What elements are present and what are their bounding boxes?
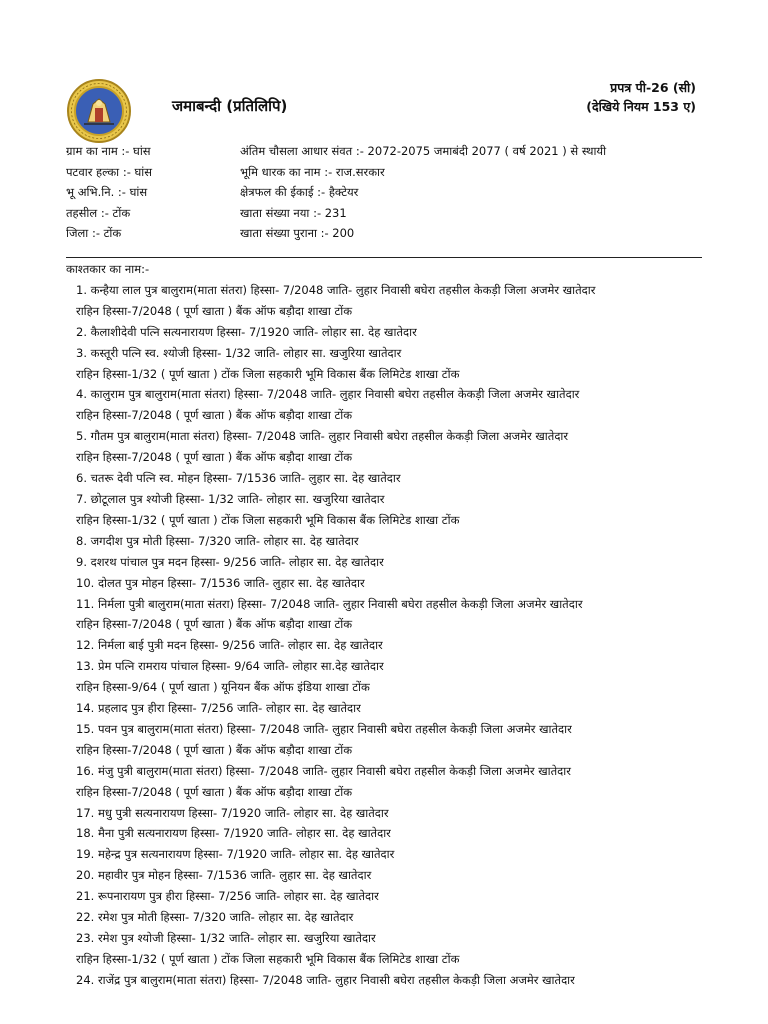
lien-line: राहिन हिस्सा-7/2048 ( पूर्ण खाता ) बैंक ऑफ बड़ौदा शाखा टोंक: [76, 450, 353, 465]
list-item: 13. प्रेम पत्नि रामराय पांचाल हिस्सा- 9/64 जाति- लोहार सा.देह खातेदार: [76, 659, 384, 674]
lien-line: राहिन हिस्सा-1/32 ( पूर्ण खाता ) टोंक जिला सहकारी भूमि विकास बैंक लिमिटेड शाखा टोंक: [76, 951, 460, 966]
lien-line: राहिन हिस्सा-7/2048 ( पूर्ण खाता ) बैंक ऑफ बड़ौदा शाखा टोंक: [76, 408, 353, 423]
patwar-circle: पटवार हल्का :- घांस: [66, 164, 153, 179]
list-item: 7. छोटूलाल पुत्र श्योजी हिस्सा- 1/32 जाति- लोहार सा. खजुरिया खातेदार: [76, 491, 385, 506]
list-item: 15. पवन पुत्र बालुराम(माता संतरा) हिस्सा- 7/2048 जाति- लुहार निवासी बघेरा तहसील केकड़ी जिला अजमेर खातेदार: [76, 721, 572, 736]
land-record-unit: भू अभि.नि. :- घांस: [66, 185, 148, 199]
district: जिला :- टोंक: [66, 226, 122, 240]
lien-line: राहिन हिस्सा-9/64 ( पूर्ण खाता ) यूनियन बैंक ऑफ इंडिया शाखा टोंक: [76, 680, 370, 695]
list-item: 14. प्रहलाद पुत्र हीरा हिस्सा- 7/256 जाति- लोहार सा. देह खातेदार: [76, 701, 361, 716]
list-item: 16. मंजु पुत्री बालुराम(माता संतरा) हिस्सा- 7/2048 जाति- लुहार निवासी बघेरा तहसील केकड़ी जिला अजमेर खातेदार: [76, 763, 571, 778]
list-item: 23. रमेश पुत्र श्योजी हिस्सा- 1/32 जाति- लोहार सा. खजुरिया खातेदार: [76, 931, 376, 945]
list-item: 12. निर्मला बाई पुत्री मदन हिस्सा- 9/256 जाति- लोहार सा. देह खातेदार: [76, 638, 383, 653]
meta-row-village: [66, 141, 706, 162]
meta-row-patwar: [66, 162, 706, 183]
list-item: 10. दोलत पुत्र मोहन हिस्सा- 7/1536 जाति- लुहार सा. देह खातेदार: [76, 575, 365, 590]
record-metadata: [66, 141, 706, 244]
list-item: 8. जगदीश पुत्र मोती हिस्सा- 7/320 जाति- लोहार सा. देह खातेदार: [76, 533, 359, 548]
meta-row-tehsil: [66, 203, 706, 224]
rule-reference: (देखिये नियम 153 ए): [586, 99, 696, 114]
list-item: 6. चतरू देवी पत्नि स्व. मोहन हिस्सा- 7/1536 जाति- लुहार सा. देह खातेदार: [76, 471, 401, 486]
meta-row-district: [66, 223, 706, 244]
list-item: 9. दशरथ पांचाल पुत्र मदन हिस्सा- 9/256 जाति- लोहार सा. देह खातेदार: [76, 554, 384, 569]
new-account-number: खाता संख्या नया :- 231: [240, 205, 347, 220]
list-item: 5. गौतम पुत्र बालुराम(माता संतरा) हिस्सा- 7/2048 जाति- लुहार निवासी बघेरा तहसील केकड़ी जिला अजमेर खातेदार: [76, 429, 569, 444]
list-item: 22. रमेश पुत्र मोती हिस्सा- 7/320 जाति- लोहार सा. देह खातेदार: [76, 910, 354, 925]
lien-line: राहिन हिस्सा-1/32 ( पूर्ण खाता ) टोंक जिला सहकारी भूमि विकास बैंक लिमिटेड शाखा टोंक: [76, 366, 460, 381]
list-item: 3. कस्तूरी पत्नि स्व. श्योजी हिस्सा- 1/32 जाति- लोहार सा. खजुरिया खातेदार: [76, 345, 402, 360]
page-title: जमाबन्दी (प्रतिलिपि): [172, 97, 288, 115]
old-account-number: खाता संख्या पुराना :- 200: [240, 226, 355, 240]
list-item: 19. महेन्द्र पुत्र सत्यनारायण हिस्सा- 7/1920 जाति- लोहार सा. देह खातेदार: [76, 847, 395, 862]
lien-line: राहिन हिस्सा-7/2048 ( पूर्ण खाता ) बैंक ऑफ बड़ौदा शाखा टोंक: [76, 303, 353, 318]
land-holder-name: भूमि धारक का नाम :- राज.सरकार: [240, 164, 385, 179]
section-divider: [66, 257, 702, 258]
cultivator-list: [66, 259, 706, 991]
cultivator-heading: काश्तकार का नाम:-: [66, 262, 150, 276]
list-item: 1. कन्हैया लाल पुत्र बालुराम(माता संतरा) हिस्सा- 7/2048 जाति- लुहार निवासी बघेरा तहसील केकड़ी जिला अजमेर खातेदार: [76, 282, 596, 297]
settlement-basis: अंतिम चौसला आधार संवत :- 2072-2075 जमाबंदी 2077 ( वर्ष 2021 ) से स्थायी: [240, 144, 607, 158]
village-name: ग्राम का नाम :- घांस: [66, 144, 151, 158]
list-item: 21. रूपनारायण पुत्र हीरा हिस्सा- 7/256 जाति- लोहार सा. देह खातेदार: [76, 889, 379, 904]
form-reference: [586, 78, 696, 116]
list-item: 11. निर्मला पुत्री बालुराम(माता संतरा) हिस्सा- 7/2048 जाति- लुहार निवासी बघेरा तहसील केकड़ी जिला अजमेर खातेदार: [76, 596, 583, 611]
form-number: प्रपत्र पी-26 (सी): [610, 80, 696, 95]
meta-row-record: [66, 182, 706, 203]
list-item: 4. कालुराम पुत्र बालुराम(माता संतरा) हिस्सा- 7/2048 जाति- लुहार निवासी बघेरा तहसील केकड़ी जिला अजमेर खातेदार: [76, 387, 580, 402]
list-item: 2. कैलाशीदेवी पत्नि सत्यनारायण हिस्सा- 7/1920 जाति- लोहार सा. देह खातेदार: [76, 324, 417, 339]
lien-line: राहिन हिस्सा-7/2048 ( पूर्ण खाता ) बैंक ऑफ बड़ौदा शाखा टोंक: [76, 617, 353, 632]
tehsil: तहसील :- टोंक: [66, 205, 131, 220]
lien-line: राहिन हिस्सा-7/2048 ( पूर्ण खाता ) बैंक ऑफ बड़ौदा शाखा टोंक: [76, 784, 353, 799]
list-item: 18. मैना पुत्री सत्यनारायण हिस्सा- 7/1920 जाति- लोहार सा. देह खातेदार: [76, 826, 391, 841]
area-unit: क्षेत्रफल की ईकाई :- हैक्टेयर: [240, 185, 359, 199]
lien-line: राहिन हिस्सा-1/32 ( पूर्ण खाता ) टोंक जिला सहकारी भूमि विकास बैंक लिमिटेड शाखा टोंक: [76, 512, 460, 527]
lien-line: राहिन हिस्सा-7/2048 ( पूर्ण खाता ) बैंक ऑफ बड़ौदा शाखा टोंक: [76, 742, 353, 757]
list-item: 20. महावीर पुत्र मोहन हिस्सा- 7/1536 जाति- लुहार सा. देह खातेदार: [76, 868, 372, 883]
list-item: 24. राजेंद्र पुत्र बालुराम(माता संतरा) हिस्सा- 7/2048 जाति- लुहार निवासी बघेरा तहसील केकड़ी जिला अजमेर खातेदार: [76, 972, 575, 987]
rajasthan-govt-seal-icon: [66, 78, 132, 144]
list-item: 17. मधु पुत्री सत्यनारायण हिस्सा- 7/1920 जाति- लोहार सा. देह खातेदार: [76, 805, 389, 820]
